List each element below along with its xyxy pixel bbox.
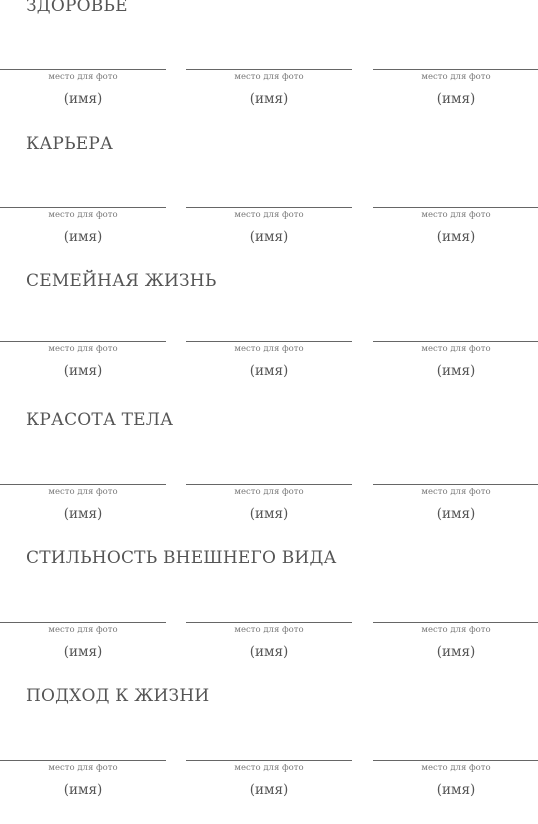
section-title: СТИЛЬНОСТЬ ВНЕШНЕГО ВИДА <box>26 548 337 568</box>
photo-name: (имя) <box>63 644 103 660</box>
photo-caption: место для фото <box>48 487 118 497</box>
photo-name: (имя) <box>436 506 476 522</box>
photo-caption: место для фото <box>234 344 304 354</box>
photo-line <box>186 207 352 208</box>
photo-slot <box>373 341 538 401</box>
photo-line <box>0 207 166 208</box>
photo-slot <box>186 69 352 129</box>
section-body-beauty <box>0 410 538 548</box>
photo-slot <box>186 341 352 401</box>
photo-name: (имя) <box>249 229 289 245</box>
section-title: КАРЬЕРА <box>26 134 114 154</box>
photo-slot <box>0 207 166 267</box>
photo-slot <box>373 622 538 682</box>
photo-name: (имя) <box>63 229 103 245</box>
photo-slot <box>373 207 538 267</box>
section-career <box>0 134 538 272</box>
photo-line <box>186 622 352 623</box>
photo-name: (имя) <box>249 506 289 522</box>
photo-name: (имя) <box>436 229 476 245</box>
photo-name: (имя) <box>63 363 103 379</box>
photo-name: (имя) <box>63 506 103 522</box>
photo-name: (имя) <box>436 91 476 107</box>
photo-line <box>373 760 538 761</box>
photo-name: (имя) <box>436 644 476 660</box>
photo-line <box>0 484 166 485</box>
section-title: КРАСОТА ТЕЛА <box>26 410 174 430</box>
photo-caption: место для фото <box>421 72 491 82</box>
photo-caption: место для фото <box>48 625 118 635</box>
photo-name: (имя) <box>63 91 103 107</box>
photo-name: (имя) <box>249 782 289 798</box>
section-title: ЗДОРОВЬЕ <box>26 0 128 16</box>
photo-slot <box>186 760 352 820</box>
photo-line <box>373 622 538 623</box>
photo-slot <box>373 484 538 544</box>
photo-caption: место для фото <box>234 210 304 220</box>
photo-caption: место для фото <box>421 487 491 497</box>
section-title: ПОДХОД К ЖИЗНИ <box>26 686 210 706</box>
photo-caption: место для фото <box>48 763 118 773</box>
photo-caption: место для фото <box>234 625 304 635</box>
photo-name: (имя) <box>249 363 289 379</box>
photo-caption: место для фото <box>48 210 118 220</box>
photo-line <box>373 341 538 342</box>
photo-slot <box>0 69 166 129</box>
photo-caption: место для фото <box>234 487 304 497</box>
photo-line <box>373 207 538 208</box>
photo-caption: место для фото <box>234 72 304 82</box>
photo-name: (имя) <box>436 363 476 379</box>
photo-caption: место для фото <box>421 625 491 635</box>
photo-line <box>186 341 352 342</box>
photo-line <box>0 341 166 342</box>
photo-caption: место для фото <box>421 763 491 773</box>
photo-line <box>0 760 166 761</box>
photo-slot <box>0 622 166 682</box>
photo-line <box>186 69 352 70</box>
photo-line <box>373 69 538 70</box>
photo-slot <box>0 760 166 820</box>
section-health <box>0 0 538 134</box>
photo-line <box>186 484 352 485</box>
section-title: СЕМЕЙНАЯ ЖИЗНЬ <box>26 271 217 291</box>
photo-caption: место для фото <box>48 344 118 354</box>
photo-name: (имя) <box>249 91 289 107</box>
section-style <box>0 548 538 686</box>
photo-line <box>373 484 538 485</box>
photo-slot <box>0 484 166 544</box>
photo-name: (имя) <box>249 644 289 660</box>
photo-line <box>0 622 166 623</box>
photo-name: (имя) <box>436 782 476 798</box>
photo-caption: место для фото <box>48 72 118 82</box>
section-family-life <box>0 271 538 409</box>
photo-slot <box>373 760 538 820</box>
photo-slot <box>186 484 352 544</box>
photo-line <box>0 69 166 70</box>
photo-slot <box>373 69 538 129</box>
photo-name: (имя) <box>63 782 103 798</box>
photo-line <box>186 760 352 761</box>
photo-slot <box>186 622 352 682</box>
section-life-approach <box>0 686 538 824</box>
photo-caption: место для фото <box>421 344 491 354</box>
photo-caption: место для фото <box>421 210 491 220</box>
photo-caption: место для фото <box>234 763 304 773</box>
photo-slot <box>186 207 352 267</box>
photo-slot <box>0 341 166 401</box>
